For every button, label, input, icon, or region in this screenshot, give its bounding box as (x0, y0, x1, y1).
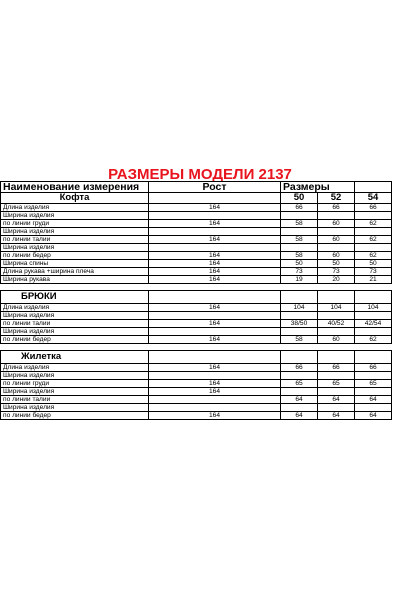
size-value: 64 (281, 396, 318, 404)
size-value: 104 (318, 304, 355, 312)
size-value: 60 (318, 252, 355, 260)
measurement-name: Ширина изделия (1, 212, 149, 220)
size-value (318, 212, 355, 220)
measurement-name: по линии бедер (1, 412, 149, 420)
table-header-row (1, 182, 392, 193)
size-value: 60 (318, 236, 355, 244)
measurement-name: Длина изделия (1, 304, 149, 312)
growth-value: 164 (149, 220, 281, 228)
size-value (318, 404, 355, 412)
size-value: 62 (355, 336, 392, 344)
size-value (318, 228, 355, 236)
size-value: 66 (318, 204, 355, 212)
section-name: Кофта (1, 193, 149, 204)
growth-value: 164 (149, 380, 281, 388)
measurement-name: по линии талии (1, 396, 149, 404)
page-title: РАЗМЕРЫ МОДЕЛИ 2137 (108, 166, 292, 183)
growth-value (149, 312, 281, 320)
size-value (355, 404, 392, 412)
size-value (355, 212, 392, 220)
table-row (1, 328, 392, 336)
section-gap (1, 344, 392, 351)
table-row (1, 380, 392, 388)
size-value (318, 372, 355, 380)
section-name: Жилетка (1, 351, 149, 364)
measurement-name: Длина рукава +ширина плеча (1, 268, 149, 276)
size-value: 50 (318, 260, 355, 268)
size-value: 66 (281, 364, 318, 372)
section-name: БРЮКИ (1, 291, 149, 304)
size-value: 58 (281, 220, 318, 228)
size-label (281, 351, 318, 364)
table-row (1, 336, 392, 344)
size-value (281, 328, 318, 336)
table-row (1, 320, 392, 328)
table-row (1, 260, 392, 268)
size-value: 62 (355, 220, 392, 228)
section-growth-empty (149, 351, 281, 364)
growth-value: 164 (149, 388, 281, 396)
growth-value: 164 (149, 336, 281, 344)
size-value: 64 (355, 412, 392, 420)
size-label (355, 351, 392, 364)
size-label: 52 (318, 193, 355, 204)
measurement-name: по линии бедер (1, 252, 149, 260)
size-label: 54 (355, 193, 392, 204)
size-value: 60 (318, 220, 355, 228)
size-value: 19 (281, 276, 318, 284)
table-row (1, 404, 392, 412)
size-value (281, 312, 318, 320)
section-header (1, 193, 392, 204)
size-value: 104 (355, 304, 392, 312)
growth-value (149, 328, 281, 336)
measurement-name: Ширина спины (1, 260, 149, 268)
measurement-name: Ширина изделия (1, 244, 149, 252)
size-value: 38/50 (281, 320, 318, 328)
size-value: 50 (355, 260, 392, 268)
size-value (281, 244, 318, 252)
size-value: 64 (281, 412, 318, 420)
growth-value (149, 404, 281, 412)
size-value (281, 388, 318, 396)
size-value (281, 404, 318, 412)
size-value: 66 (318, 364, 355, 372)
size-label (281, 291, 318, 304)
size-value: 64 (318, 396, 355, 404)
size-value: 62 (355, 252, 392, 260)
header-sizes: Размеры (281, 182, 318, 193)
size-value (355, 328, 392, 336)
growth-value: 164 (149, 252, 281, 260)
section-growth-empty (149, 193, 281, 204)
growth-value: 164 (149, 260, 281, 268)
size-value (355, 388, 392, 396)
measurement-name: по линии груди (1, 380, 149, 388)
table-row (1, 236, 392, 244)
table-row (1, 388, 392, 396)
size-value: 58 (281, 252, 318, 260)
size-value (281, 228, 318, 236)
size-value: 40/52 (318, 320, 355, 328)
measurement-name: Ширина изделия (1, 228, 149, 236)
size-value: 58 (281, 236, 318, 244)
growth-value: 164 (149, 320, 281, 328)
growth-value: 164 (149, 268, 281, 276)
growth-value (149, 396, 281, 404)
size-value (318, 328, 355, 336)
table-row (1, 244, 392, 252)
size-value: 66 (281, 204, 318, 212)
size-value: 66 (355, 364, 392, 372)
size-value: 21 (355, 276, 392, 284)
measurement-name: Длина изделия (1, 364, 149, 372)
section-gap (1, 284, 392, 291)
table-row (1, 396, 392, 404)
measurement-name: Ширина изделия (1, 388, 149, 396)
size-value (318, 312, 355, 320)
size-label (318, 351, 355, 364)
section-header (1, 291, 392, 304)
measurement-name: Ширина изделия (1, 312, 149, 320)
size-value: 73 (355, 268, 392, 276)
table-row (1, 268, 392, 276)
size-value: 50 (281, 260, 318, 268)
growth-value: 164 (149, 412, 281, 420)
size-value (281, 372, 318, 380)
table-row (1, 228, 392, 236)
size-value: 64 (355, 396, 392, 404)
measurement-name: по линии груди (1, 220, 149, 228)
table-row (1, 220, 392, 228)
growth-value: 164 (149, 364, 281, 372)
size-value (355, 228, 392, 236)
size-label (318, 291, 355, 304)
growth-value: 164 (149, 236, 281, 244)
header-growth: Рост (149, 182, 281, 193)
table-row (1, 212, 392, 220)
measurement-name: Ширина изделия (1, 372, 149, 380)
size-value: 60 (318, 336, 355, 344)
size-value: 104 (281, 304, 318, 312)
table-row (1, 204, 392, 212)
size-value (281, 212, 318, 220)
size-value (355, 312, 392, 320)
section-header (1, 351, 392, 364)
table-row (1, 276, 392, 284)
measurement-name: по линии бедер (1, 336, 149, 344)
table-row (1, 252, 392, 260)
size-value: 65 (355, 380, 392, 388)
header-empty (355, 182, 392, 193)
size-value: 65 (318, 380, 355, 388)
table-row (1, 364, 392, 372)
size-label (355, 291, 392, 304)
section-growth-empty (149, 291, 281, 304)
growth-value (149, 228, 281, 236)
size-value: 42/54 (355, 320, 392, 328)
measurement-name: по линии талии (1, 320, 149, 328)
size-value: 66 (355, 204, 392, 212)
size-value: 20 (318, 276, 355, 284)
growth-value: 164 (149, 276, 281, 284)
measurement-name: Ширина изделия (1, 404, 149, 412)
growth-value (149, 244, 281, 252)
size-value: 73 (281, 268, 318, 276)
measurement-name: по линии талии (1, 236, 149, 244)
gap-cell (1, 344, 392, 351)
table-row (1, 372, 392, 380)
size-value: 58 (281, 336, 318, 344)
size-table (0, 181, 392, 420)
measurement-name: Ширина изделия (1, 328, 149, 336)
size-label: 50 (281, 193, 318, 204)
measurement-name: Ширина рукава (1, 276, 149, 284)
size-value (355, 244, 392, 252)
growth-value (149, 212, 281, 220)
measurement-name: Длина изделия (1, 204, 149, 212)
table-row (1, 412, 392, 420)
gap-cell (1, 284, 392, 291)
table-row (1, 312, 392, 320)
header-name: Наименование измерения (1, 182, 149, 193)
size-value: 73 (318, 268, 355, 276)
growth-value (149, 372, 281, 380)
table-row (1, 304, 392, 312)
growth-value: 164 (149, 304, 281, 312)
growth-value: 164 (149, 204, 281, 212)
size-value: 62 (355, 236, 392, 244)
size-value: 64 (318, 412, 355, 420)
size-value: 65 (281, 380, 318, 388)
size-value (355, 372, 392, 380)
size-value (318, 388, 355, 396)
size-value (318, 244, 355, 252)
